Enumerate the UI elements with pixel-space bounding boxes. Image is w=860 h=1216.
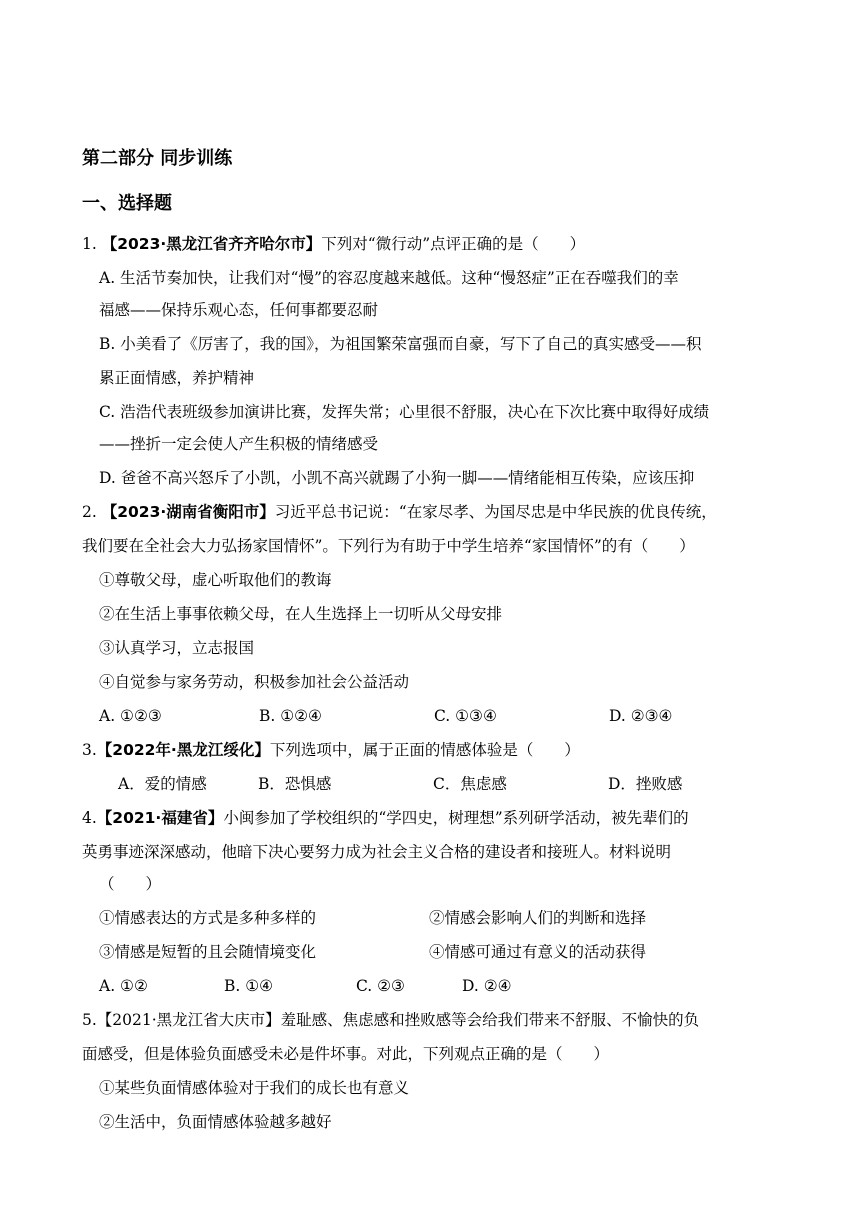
question-5-stem (82, 1010, 699, 1030)
question-text: 下列选项中，属于正面的情感体验是（ ） (269, 741, 580, 759)
q4-option-b: B. ①④ (224, 977, 274, 995)
q3-option-c: C．焦虑感 (433, 775, 507, 793)
q4-item-2: ②情感会影响人们的判断和选择 (429, 909, 647, 927)
question-5-stem-line-2: 面感受，但是体验负面感受未必是件坏事。对此，下列观点正确的是（ ） (82, 1045, 610, 1063)
question-source: 【2021·福建省】 (96, 809, 224, 827)
question-4-stem (82, 808, 689, 828)
question-number: 5. (82, 1011, 97, 1029)
q2-option-c: C. ①③④ (434, 707, 497, 725)
q2-item-3: ③认真学习，立志报国 (99, 639, 255, 657)
q2-item-2: ②在生活上事事依赖父母，在人生选择上一切听从父母安排 (99, 605, 503, 623)
q2-option-d: D. ②③④ (609, 707, 673, 725)
question-text: 小闽参加了学校组织的“学四史，树理想”系列研学活动，被先辈们的 (223, 809, 689, 827)
q1-option-c-line-1: C. 浩浩代表班级参加演讲比赛，发挥失常；心里很不舒服，决心在下次比赛中取得好成绩 (99, 403, 710, 421)
question-2-stem (82, 502, 717, 522)
q5-item-2: ②生活中，负面情感体验越多越好 (99, 1113, 332, 1131)
q4-option-d: D. ②④ (462, 977, 512, 995)
section-title: 第二部分 同步训练 (82, 148, 233, 169)
q1-option-b-line-2: 累正面情感，养护精神 (99, 369, 255, 387)
question-number: 3. (82, 741, 97, 759)
question-number: 4. (82, 809, 97, 827)
q2-item-1: ①尊敬父母，虚心听取他们的教诲 (99, 571, 332, 589)
q3-option-d: D．挫败感 (608, 775, 683, 793)
q1-option-a-line-1: A. 生活节奏加快，让我们对“慢”的容忍度越来越低。这种“慢怒症”正在吞噬我们的幸 (99, 269, 679, 287)
question-source: 【2023·黑龙江省齐齐哈尔市】 (101, 235, 322, 253)
question-source: 【2022年·黑龙江绥化】 (96, 741, 270, 759)
question-1-stem (82, 234, 585, 254)
q4-option-c: C. ②③ (356, 977, 405, 995)
part-title: 一、选择题 (82, 193, 172, 214)
q4-option-a: A. ①② (99, 977, 148, 995)
q5-item-1: ①某些负面情感体验对于我们的成长也有意义 (99, 1079, 410, 1097)
question-4-answer-blank: （ ） (99, 875, 162, 893)
question-text: 下列对“微行动”点评正确的是（ ） (321, 235, 586, 253)
q2-option-b: B. ①②④ (259, 707, 322, 725)
q3-option-a: A．爱的情感 (118, 775, 207, 793)
q4-item-1: ①情感表达的方式是多种多样的 (99, 909, 317, 927)
question-text: 羞耻感、焦虑感和挫败感等会给我们带来不舒服、不愉快的负 (280, 1011, 700, 1029)
q1-option-b-line-1: B. 小美看了《厉害了，我的国》，为祖国繁荣富强而自豪，写下了自己的真实感受——积 (99, 335, 702, 353)
question-source: 【2023·湖南省衡阳市】 (101, 503, 275, 521)
q4-item-3: ③情感是短暂的且会随情境变化 (99, 943, 317, 961)
question-number: 1. (82, 235, 97, 253)
q4-item-4: ④情感可通过有意义的活动获得 (429, 943, 647, 961)
question-4-stem-line-2: 英勇事迹深深感动，他暗下决心要努力成为社会主义合格的建设者和接班人。材料说明 (82, 843, 672, 861)
question-3-stem (82, 740, 580, 760)
question-2-stem-line-2: 我们要在全社会大力弘扬家国情怀”。下列行为有助于中学生培养“家国情怀”的有（ ） (82, 537, 695, 555)
question-text: 习近平总书记说：“在家尽孝、为国尽忠是中华民族的优良传统， (274, 503, 717, 521)
q1-option-c-line-2: ——挫折一定会使人产生积极的情绪感受 (99, 435, 379, 453)
q2-item-4: ④自觉参与家务劳动，积极参加社会公益活动 (99, 673, 410, 691)
question-source: 【2021·黑龙江省大庆市】 (96, 1011, 281, 1029)
q2-option-a: A. ①②③ (99, 707, 162, 725)
q1-option-d-line-1: D. 爸爸不高兴怒斥了小凯，小凯不高兴就踢了小狗一脚——情绪能相互传染，应该压抑 (99, 469, 695, 487)
question-number: 2. (82, 503, 97, 521)
q3-option-b: B．恐惧感 (258, 775, 332, 793)
q1-option-a-line-2: 福感——保持乐观心态，任何事都要忍耐 (99, 301, 379, 319)
